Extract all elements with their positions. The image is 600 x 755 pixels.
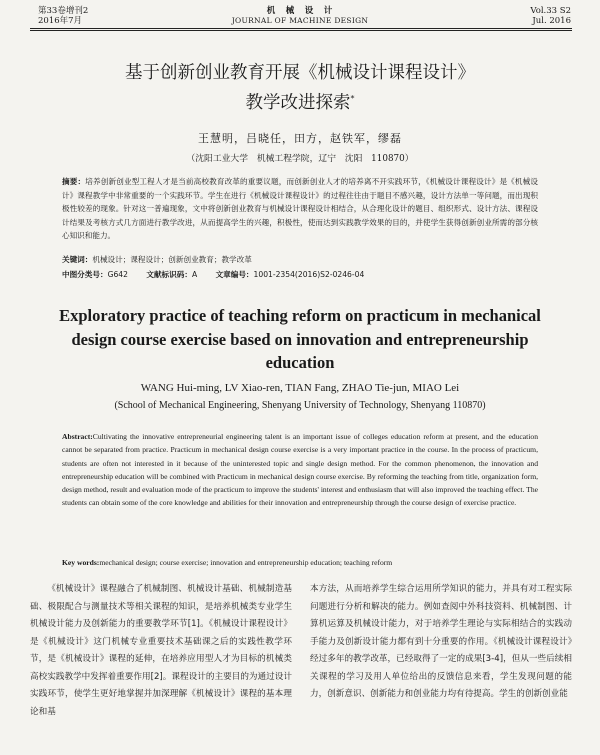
doc-code-value: A <box>191 270 198 279</box>
abstract-cn-label: 摘要： <box>62 177 86 186</box>
body-column-left: 《机械设计》课程融合了机械制图、机械设计基础、机械制造基础、极限配合与测量技术等相关课程的知识，是培养机械类专业学生机械设计能力及创新能力的重要教学环节[1]。《机械设计课程设计》是《机械设计》这门机械专业重要技术基础课之后的实践性教学环节，是《机械设计》课程的延伸，在培养应用型人才为目标的机械类高校实践教学中发挥着重要作用[2]。课程设计的主要目的为通过设计实践环节，使学生更好地掌握并加深理解《机械设计》课程的基本理论和基 <box>30 584 292 717</box>
keywords-cn-text: 机械设计；课程设计；创新创业教育；教学改革 <box>92 255 252 264</box>
title-cn-line1: 基于创新创业教育开展《机械设计课程设计》 <box>125 63 475 83</box>
keywords-en-label: Key words: <box>62 558 100 567</box>
title-en <box>0 304 600 375</box>
keywords-cn <box>62 253 538 267</box>
clc-value: G642 <box>107 270 128 279</box>
article-id-value: 1001-2354(2016)S2-0246-04 <box>253 270 365 279</box>
article-id-label: 文章编号： <box>215 270 254 279</box>
body-column-right: 本方法，从而培养学生综合运用所学知识的能力，并具有对工程实际问题进行分析和解决的能力。例如查阅中外科技资料、机械制图、计算机运算及机械设计能力，对于培养学生理论与实际相结合的实践动手能力及创新设计能力都有到十分重要的作用。《机械设计课程设计》经过多年的教学改革，已经取得了一定的成果[3-4]，但从一些后续相关课程的学习及用人单位给出的反馈信息来看，学生发现问题的能力，创新意识、创新能力和创业能力均有待提高。学生的创新创业能 <box>310 584 572 699</box>
abstract-en-label: Abstract: <box>62 432 93 441</box>
doc-code-label: 文献标识码： <box>146 270 192 279</box>
classification-line <box>62 268 538 282</box>
date-cn: 2016年7月 <box>38 16 83 26</box>
abstract-en <box>62 430 538 510</box>
keywords-en <box>62 556 538 569</box>
title-cn-line2 <box>0 88 600 114</box>
volume-en: Vol.33 S2 <box>530 6 571 16</box>
abstract-cn <box>62 175 538 243</box>
journal-name-cn: 机 械 设 计 <box>266 6 334 16</box>
authors-cn: 王慧明，吕晓任，田方，赵铁军，缪磊 <box>198 132 402 145</box>
date-en: Jul. 2016 <box>532 16 571 26</box>
keywords-en-text: mechanical design; course exercise; innovation and entrepreneurship education; teaching reform <box>99 558 393 567</box>
header-rule-2 <box>30 30 572 31</box>
clc-label: 中图分类号： <box>62 270 108 279</box>
title-cn-line2-text: 教学改进探索 <box>245 92 351 113</box>
abstract-en-text: Cultivating the innovative entrepreneurial engineering talent is an important issue of colleges education reform at present, and the education cannot be separated from practice. Practicum in mechanical design course exercise is a very important practice in the course. In the process of practicum, students are often not interested in it because of the uninterested topic and single design method. For the common phenomenon, the innovation and entrepreneurship education will be combined with Practicum in mechanical design course exercise. By reforming the teaching from title, organization form, design method, result and evaluation mode of the practicum to improve the students' interest and enthusiasm that will also improved the teaching effect. The students can obtain some of the core knowledge and abilities for their innovation and entrepreneurship through the course design of exercise practice. <box>62 432 538 508</box>
abstract-cn-text: 培养创新创业型工程人才是当前高校教育改革的重要议题，而创新创业人才的培养离不开实践环节，《机械设计课程设计》是《机械设计》课程教学中非常重要的一个实践环节。学生在进行《机械设计课程设计》的过程往往由于题目不感兴趣，设计方法单一等问题，而出现积极性较差的现象。针对这一普遍现象，文中将创新创业教育与机械设计课程设计相结合，从合理化设计的题目、组织形式、设计方法、课程设计结果及考核方式几方面进行教学改进，从而提高学生的兴趣，积极性，使而达到实践教学效果的目的，并使学生获得创新创业所需的部分核心知识和能力。 <box>62 177 539 240</box>
journal-name-en: JOURNAL OF MACHINE DESIGN <box>231 16 369 25</box>
volume-cn: 第33卷增刊2 <box>38 6 89 16</box>
keywords-cn-label: 关键词： <box>62 255 93 264</box>
affiliation-en: (School of Mechanical Engineering, Shenyang University of Technology, Shenyang 110870) <box>114 400 486 411</box>
title-en-line1: Exploratory practice of teaching reform on practicum in mechanical <box>59 306 541 325</box>
authors-en: WANG Hui-ming, LV Xiao-ren, TIAN Fang, ZHAO Tie-jun, MIAO Lei <box>140 382 460 394</box>
title-footnote-mark: * <box>350 94 355 103</box>
title-en-line2: design course exercise based on innovation and entrepreneurship <box>71 329 529 349</box>
title-en-line3: education <box>265 353 335 372</box>
affiliation-cn: （沈阳工业大学 机械工程学院，辽宁 沈阳 110870） <box>186 154 414 164</box>
header-rule <box>30 28 572 29</box>
